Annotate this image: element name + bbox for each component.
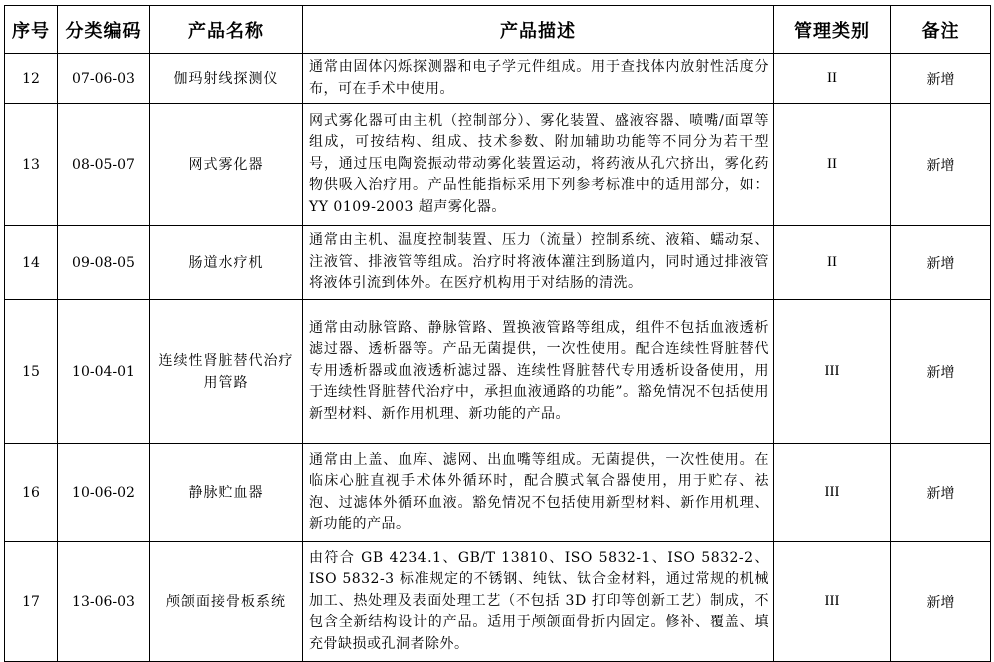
header-serial: 序号 xyxy=(5,6,58,54)
header-code: 分类编码 xyxy=(58,6,150,54)
cell-class: III xyxy=(774,542,891,662)
cell-code: 09-08-05 xyxy=(58,226,150,300)
device-catalog-table xyxy=(4,5,991,662)
table-row xyxy=(5,444,991,542)
cell-class: III xyxy=(774,444,891,542)
table-row xyxy=(5,54,991,104)
cell-description: 由符合 GB 4234.1、GB/T 13810、ISO 5832-1、ISO 5832-2、ISO 5832-3 标准规定的不锈钢、纯钛、钛合金材料，通过常规的机械加工、热处理及表面处理工艺（不包括 3D 打印等创新工艺）制成，不包含全新结构设计的产品。适用于颅颌面骨折内固定。修补、覆盖、填充骨缺损或孔洞者除外。 xyxy=(303,542,774,662)
cell-note: 新增 xyxy=(891,444,991,542)
cell-description: 通常由动脉管路、静脉管路、置换液管路等组成，组件不包括血液透析滤过器、透析器等。产品无菌提供，一次性使用。配合连续性肾脏替代专用透析器或血液透析滤过器、连续性肾脏替代专用透析设备使用，用于连续性肾脏替代治疗中，承担血液通路的功能”。豁免情况不包括使用新型材料、新作用机理、新功能的产品。 xyxy=(303,300,774,444)
header-description: 产品描述 xyxy=(303,6,774,54)
cell-serial: 13 xyxy=(5,104,58,226)
cell-serial: 12 xyxy=(5,54,58,104)
cell-class: II xyxy=(774,54,891,104)
cell-serial: 15 xyxy=(5,300,58,444)
table-row xyxy=(5,542,991,662)
cell-serial: 17 xyxy=(5,542,58,662)
cell-code: 10-04-01 xyxy=(58,300,150,444)
cell-serial: 16 xyxy=(5,444,58,542)
cell-note: 新增 xyxy=(891,226,991,300)
table-row xyxy=(5,226,991,300)
cell-product-name: 颅颌面接骨板系统 xyxy=(150,542,303,662)
cell-class: II xyxy=(774,104,891,226)
cell-note: 新增 xyxy=(891,300,991,444)
cell-note: 新增 xyxy=(891,54,991,104)
cell-product-name: 静脉贮血器 xyxy=(150,444,303,542)
cell-note: 新增 xyxy=(891,104,991,226)
cell-serial: 14 xyxy=(5,226,58,300)
header-product-name: 产品名称 xyxy=(150,6,303,54)
cell-product-name: 连续性肾脏替代治疗用管路 xyxy=(150,300,303,444)
cell-product-name: 网式雾化器 xyxy=(150,104,303,226)
header-note: 备注 xyxy=(891,6,991,54)
cell-description: 通常由主机、温度控制装置、压力（流量）控制系统、液箱、蠕动泵、注液管、排液管等组成。治疗时将液体灌注到肠道内，同时通过排液管将液体引流到体外。在医疗机构用于对结肠的清洗。 xyxy=(303,226,774,300)
cell-note: 新增 xyxy=(891,542,991,662)
table-row xyxy=(5,104,991,226)
header-row xyxy=(5,6,991,54)
cell-class: III xyxy=(774,300,891,444)
cell-product-name: 肠道水疗机 xyxy=(150,226,303,300)
cell-product-name: 伽玛射线探测仪 xyxy=(150,54,303,104)
cell-code: 08-05-07 xyxy=(58,104,150,226)
cell-code: 13-06-03 xyxy=(58,542,150,662)
cell-description: 通常由固体闪烁探测器和电子学元件组成。用于查找体内放射性活度分布，可在手术中使用。 xyxy=(303,54,774,104)
cell-code: 10-06-02 xyxy=(58,444,150,542)
header-class: 管理类别 xyxy=(774,6,891,54)
cell-description: 网式雾化器可由主机（控制部分）、雾化装置、盛液容器、喷嘴/面罩等组成，可按结构、组成、技术参数、附加辅助功能等不同分为若干型号，通过压电陶瓷振动带动雾化装置运动，将药液从孔穴挤出，雾化药物供吸入治疗用。产品性能指标采用下列参考标准中的适用部分，如：YY 0109-2003 超声雾化器。 xyxy=(303,104,774,226)
cell-class: II xyxy=(774,226,891,300)
cell-description: 通常由上盖、血库、滤网、出血嘴等组成。无菌提供，一次性使用。在临床心脏直视手术体外循环时，配合膜式氧合器使用，用于贮存、祛泡、过滤体外循环血液。豁免情况不包括使用新型材料、新作用机理、新功能的产品。 xyxy=(303,444,774,542)
table-row xyxy=(5,300,991,444)
cell-code: 07-06-03 xyxy=(58,54,150,104)
